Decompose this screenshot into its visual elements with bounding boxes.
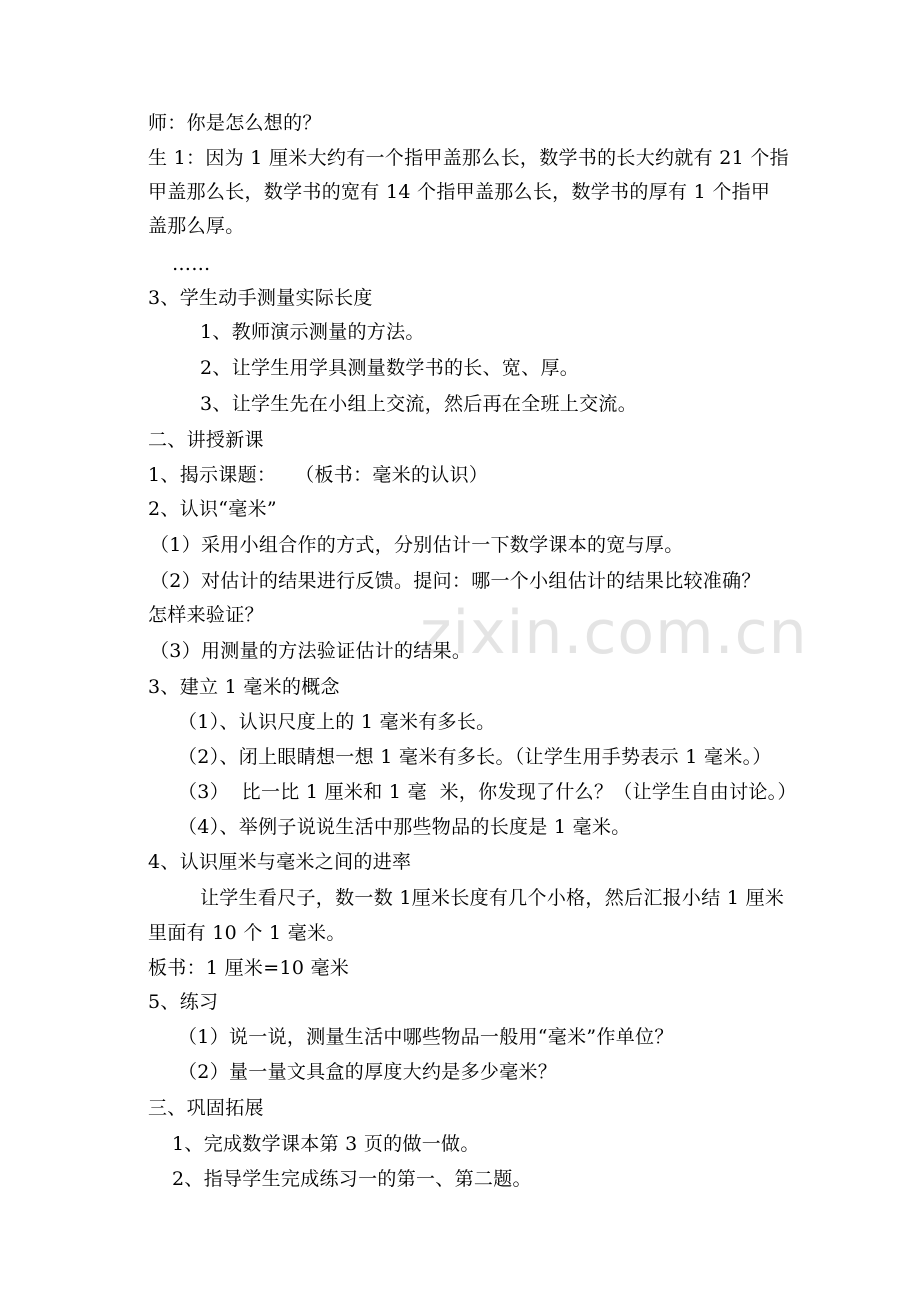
- section-heading: 4、认识厘米与毫米之间的进率: [148, 851, 412, 873]
- text-line: 1、教师演示测量的方法。: [200, 321, 425, 343]
- text-line: 盖那么厚。: [148, 215, 245, 237]
- text-line: （3） 比一比 1 厘米和 1 毫 米，你发现了什么？（让学生自由讨论。）: [178, 781, 797, 803]
- text-line: （1）采用小组合作的方式，分别估计一下数学课本的宽与厚。: [150, 534, 684, 556]
- text-line: 2、认识“毫米”: [148, 498, 277, 520]
- text-line: 师：你是怎么想的？: [148, 112, 322, 134]
- text-line: （2）、闭上眼睛想一想 1 毫米有多长。（让学生用手势表示 1 毫米。）: [178, 746, 772, 768]
- text-line: （2）量一量文具盒的厚度大约是多少毫米？: [178, 1061, 558, 1083]
- section-heading: 5、练习: [148, 991, 219, 1013]
- text-line: 甲盖那么长，数学书的宽有 14 个指甲盖那么长，数学书的厚有 1 个指甲: [148, 181, 771, 203]
- text-line: 让学生看尺子，数一数 1厘米长度有几个小格，然后汇报小结 1 厘米: [200, 887, 785, 909]
- text-line: 1、完成数学课本第 3 页的做一做。: [172, 1133, 480, 1155]
- text-line: （2）对估计的结果进行反馈。提问：哪一个小组估计的结果比较准确？: [150, 570, 761, 592]
- text-line: 板书：1 厘米=10 毫米: [148, 957, 350, 979]
- text-line: （1）、认识尺度上的 1 毫米有多长。: [178, 711, 496, 733]
- text-line: 3、让学生先在小组上交流，然后再在全班上交流。: [200, 393, 637, 415]
- section-heading: 3、学生动手测量实际长度: [148, 287, 373, 309]
- watermark: zixin.com.cn: [420, 598, 808, 668]
- section-heading: 二、讲授新课: [148, 429, 264, 451]
- section-heading: 三、巩固拓展: [148, 1097, 264, 1119]
- text-line: 怎样来验证？: [148, 604, 264, 626]
- text-line: 3、建立 1 毫米的概念: [148, 676, 340, 698]
- text-line: 2、指导学生完成练习一的第一、第二题。: [172, 1168, 532, 1190]
- text-line: 2、让学生用学具测量数学书的长、宽、厚。: [200, 357, 580, 379]
- text-line: （1）说一说，测量生活中哪些物品一般用“毫米”作单位？: [178, 1026, 674, 1048]
- text-line: 里面有 10 个 1 毫米。: [148, 922, 346, 944]
- text-line: ……: [172, 253, 211, 275]
- text-line: 1、揭示课题： （板书：毫米的认识）: [148, 464, 489, 486]
- text-line: （3）用测量的方法验证估计的结果。: [150, 640, 472, 662]
- text-line: 生 1：因为 1 厘米大约有一个指甲盖那么长，数学书的长大约就有 21 个指: [148, 147, 789, 169]
- text-line: （4）、举例子说说生活中那些物品的长度是 1 毫米。: [178, 816, 631, 838]
